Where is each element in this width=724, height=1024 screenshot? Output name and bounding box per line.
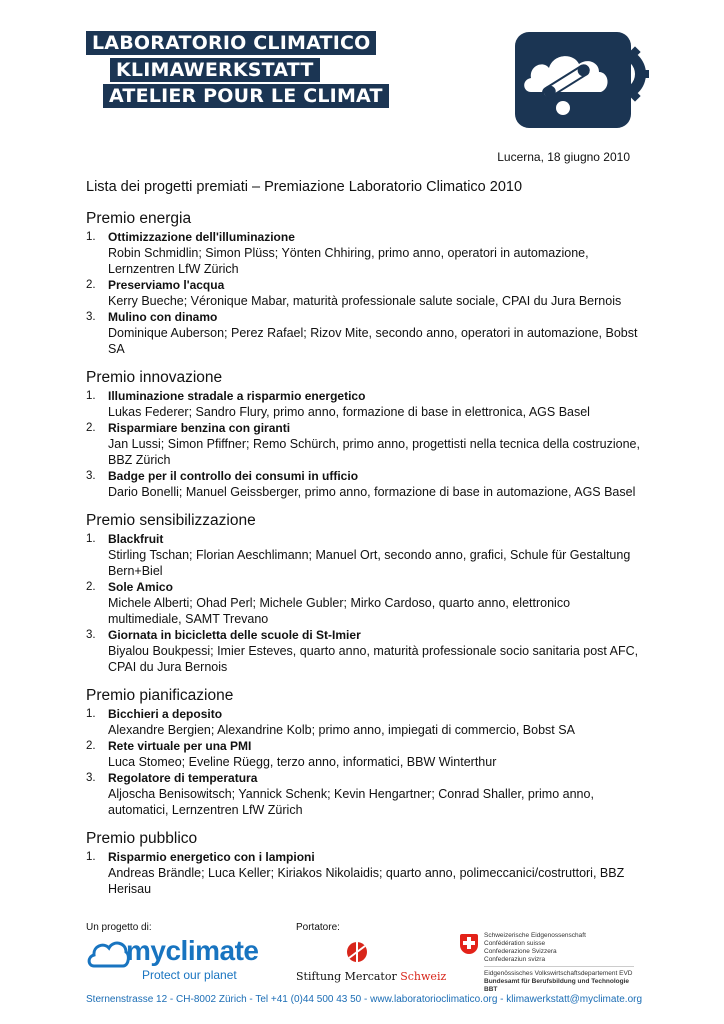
- mercator-emblem-icon: [344, 940, 370, 968]
- project-team: Michele Alberti; Ohad Perl; Michele Gubler; Mirko Cardoso, quarto anno, elettronico multimediale, SAMT Trevano: [108, 596, 571, 626]
- project-item: [86, 277, 646, 309]
- laboratory-gear-cloud-icon: [513, 30, 649, 132]
- project-number: 1.: [86, 533, 96, 545]
- award-section: [86, 830, 646, 897]
- award-section: [86, 512, 646, 675]
- section-title: Premio energia: [86, 210, 192, 227]
- project-number: 3.: [86, 311, 96, 323]
- project-number: 2.: [86, 581, 96, 593]
- stiftung-mercator-logo: [296, 940, 447, 986]
- project-team: Luca Stomeo; Eveline Rüegg, terzo anno, informatici, BBW Winterthur: [108, 755, 497, 769]
- project-name: Bicchieri a deposito: [108, 707, 223, 721]
- myclimate-tagline: Protect our planet: [142, 968, 237, 982]
- project-item: [86, 388, 646, 420]
- project-item: [86, 309, 646, 357]
- project-item: [86, 468, 646, 500]
- project-number: 1.: [86, 390, 96, 402]
- project-name: Blackfruit: [108, 532, 164, 546]
- project-number: 3.: [86, 772, 96, 784]
- project-team: Stirling Tschan; Florian Aeschlimann; Manuel Ort, secondo anno, grafici, Schule für Gestaltung Bern+Biel: [108, 548, 631, 578]
- divider: [484, 966, 634, 967]
- project-item: [86, 627, 646, 675]
- department-name: Eidgenössisches Volkswirtschaftsdepartement EVD: [484, 970, 633, 977]
- project-name: Rete virtuale per una PMI: [108, 739, 252, 753]
- project-number: 2.: [86, 740, 96, 752]
- project-name: Badge per il controllo dei consumi in ufficio: [108, 469, 359, 483]
- banner-line-3: ATELIER POUR LE CLIMAT: [103, 84, 389, 108]
- project-by-label: Un progetto di:: [86, 922, 152, 933]
- project-name: Giornata in bicicletta delle scuole di St-Imier: [108, 628, 361, 642]
- project-name: Sole Amico: [108, 580, 173, 594]
- project-name: Regolatore di temperatura: [108, 771, 258, 785]
- project-name: Risparmio energetico con i lampioni: [108, 850, 315, 864]
- project-team: Andreas Brändle; Luca Keller; Kiriakos Nikolaidis; quarto anno, polimeccanici/costruttori, BBZ Herisau: [108, 866, 625, 896]
- swiss-cross-icon: [460, 934, 478, 954]
- project-name: Preserviamo l'acqua: [108, 278, 225, 292]
- project-number: 2.: [86, 422, 96, 434]
- project-item: [86, 849, 646, 897]
- confed-line: Confederazione Svizzera: [484, 948, 557, 955]
- mercator-name: Stiftung Mercator: [296, 970, 397, 983]
- project-number: 1.: [86, 708, 96, 720]
- project-item: [86, 770, 646, 818]
- section-title: Premio pubblico: [86, 830, 198, 847]
- project-team: Biyalou Boukpessi; Imier Esteves, quarto anno, maturità professionale socio sanitaria post AFC, CPAI du Jura Bernois: [108, 644, 639, 674]
- project-name: Ottimizzazione dell'illuminazione: [108, 230, 295, 244]
- project-number: 1.: [86, 231, 96, 243]
- project-number: 3.: [86, 470, 96, 482]
- project-item: [86, 531, 646, 579]
- section-title: Premio pianificazione: [86, 687, 234, 704]
- project-item: [86, 229, 646, 277]
- confed-line: Schweizerische Eidgenossenschaft: [484, 932, 586, 939]
- mercator-country: Schweiz: [400, 970, 447, 983]
- project-team: Jan Lussi; Simon Pfiffner; Remo Schürch, primo anno, progettisti nella tecnica della costruzione, BBZ Zürich: [108, 437, 640, 467]
- sponsor-label: Portatore:: [296, 922, 340, 933]
- project-team: Kerry Bueche; Véronique Mabar, maturità professionale salute sociale, CPAI du Jura Bernois: [108, 294, 622, 308]
- project-number: 1.: [86, 851, 96, 863]
- project-team: Alexandre Bergien; Alexandrine Kolb; primo anno, impiegati di commercio, Bobst SA: [108, 723, 575, 737]
- project-team: Dario Bonelli; Manuel Geissberger, primo anno, formazione di base in automazione, AGS Basel: [108, 485, 636, 499]
- contact-address[interactable]: Sternenstrasse 12 - CH-8002 Zürich - Tel +41 (0)44 500 43 50 - www.laboratorioclimatico.org - klimawerkstatt@myclimate.org: [86, 994, 643, 1005]
- project-item: [86, 706, 646, 738]
- award-section: [86, 687, 646, 818]
- award-section: [86, 369, 646, 500]
- project-item: [86, 738, 646, 770]
- banner-line-2: KLIMAWERKSTATT: [110, 58, 320, 82]
- project-team: Lukas Federer; Sandro Flury, primo anno, formazione di base in elettronica, AGS Basel: [108, 405, 590, 419]
- project-item: [86, 420, 646, 468]
- project-team: Aljoscha Benisowitsch; Yannick Schenk; Kevin Hengartner; Conrad Shaller, primo anno, automatici, Lernzentren LfW Zürich: [108, 787, 594, 817]
- project-team: Dominique Auberson; Perez Rafael; Rizov Mite, secondo anno, operatori in automazione, Bobst SA: [108, 326, 638, 356]
- confed-line: Confederaziun svizra: [484, 956, 546, 963]
- project-team: Robin Schmidlin; Simon Plüss; Yönten Chhiring, primo anno, operatori in automazione, Lernzentren LfW Zürich: [108, 246, 589, 276]
- project-item: [86, 579, 646, 627]
- awards-list: [86, 210, 646, 909]
- award-section: [86, 210, 646, 357]
- project-number: 3.: [86, 629, 96, 641]
- myclimate-logo: [86, 932, 259, 988]
- section-title: Premio innovazione: [86, 369, 223, 386]
- swiss-confederation-logo: [460, 932, 640, 992]
- confed-line: Confédération suisse: [484, 940, 546, 947]
- project-name: Risparmiare benzina con giranti: [108, 421, 291, 435]
- office-name: Bundesamt für Berufsbildung und Technologie BBT: [484, 978, 630, 993]
- project-name: Illuminazione stradale a risparmio energetico: [108, 389, 366, 403]
- document-title: Lista dei progetti premiati – Premiazione Laboratorio Climatico 2010: [86, 179, 523, 195]
- myclimate-wordmark: myclimate: [126, 935, 259, 966]
- cloud-icon: [86, 932, 130, 976]
- document-date: Lucerna, 18 giugno 2010: [497, 150, 630, 164]
- project-number: 2.: [86, 279, 96, 291]
- section-title: Premio sensibilizzazione: [86, 512, 256, 529]
- project-name: Mulino con dinamo: [108, 310, 218, 324]
- banner-line-1: LABORATORIO CLIMATICO: [86, 31, 376, 55]
